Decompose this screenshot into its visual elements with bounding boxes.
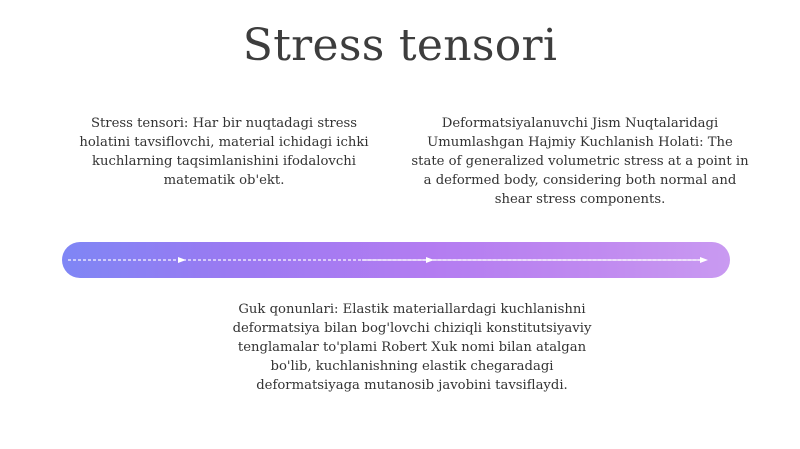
timeline-arrowhead-2	[426, 257, 434, 263]
timeline-bar	[62, 242, 730, 278]
definition-volumetric-stress: Deformatsiyalanuvchi Jism Nuqtalaridagi Umumlashgan Hajmiy Kuchlanish Holati: The state of generalized volumetric stress at a point in a deformed body, considering both normal and shear stress components.	[411, 116, 749, 207]
timeline-arrow-line	[62, 242, 730, 278]
definition-stress-tensor: Stress tensori: Har bir nuqtadagi stress holatini tavsiflovchi, material ichidagi ichki kuchlarning taqsimlanishini ifodalovchi matematik ob'ekt.	[79, 116, 369, 188]
timeline-arrowhead-3	[700, 257, 708, 263]
definition-hookes-law: Guk qonunlari: Elastik materiallardagi kuchlanishni deformatsiya bilan bog'lovchi chiziqli konstitutsiyaviy tenglamalar to'plami Robert Xuk nomi bilan atalgan bo'lib, kuchlanishning elastik chegaradagi deformatsiyaga mutanosib javobini tavsiflaydi.	[232, 302, 592, 393]
page-title: Stress tensori	[242, 20, 558, 71]
timeline-arrowhead-1	[178, 257, 186, 263]
